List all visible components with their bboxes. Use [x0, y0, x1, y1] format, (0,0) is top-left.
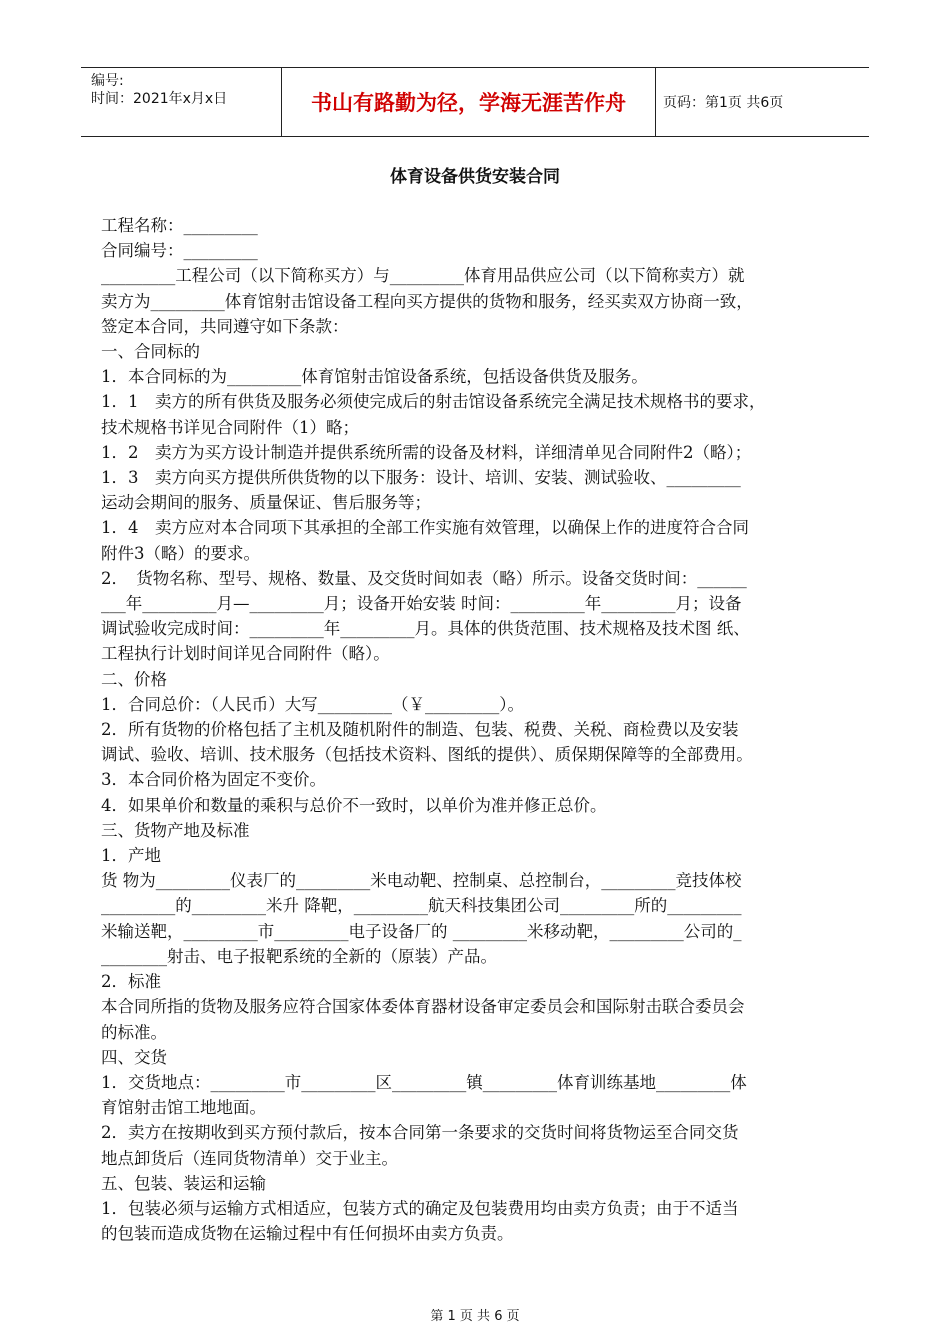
text-line: 工程执行计划时间详见合同附件（略）。: [101, 644, 390, 664]
text-line: ________射击、电子报靶系统的全新的（原装）产品。: [101, 946, 497, 966]
text-line: 的包装而造成货物在运输过程中有任何损坏由卖方负责。: [101, 1224, 514, 1244]
text-line: 1．1 卖方的所有供货及服务必须使完成后的射击馆设备系统完全满足技术规格书的要求，: [101, 392, 766, 412]
text-line: 1．合同总价：（人民币）大写_________（￥_________）。: [101, 694, 524, 714]
text-line: 技术规格书详见合同附件（1）略；: [101, 417, 359, 437]
text-line: 调试、验收、培训、技术服务（包括技术资料、图纸的提供）、质保期保障等的全部费用。: [101, 745, 753, 765]
text-line: 1．包装必须与运输方式相适应，包装方式的确定及包装费用均由卖方负责；由于不适当: [101, 1198, 739, 1218]
text-line: _________工程公司（以下简称买方）与_________体育用品供应公司（以下简称卖方）就: [101, 266, 745, 286]
contract-body: [101, 213, 851, 1246]
header-meta: [81, 68, 281, 136]
text-line: 一、合同标的: [101, 342, 200, 362]
text-line: 运动会期间的服务、质量保证、售后服务等；: [101, 493, 431, 513]
text-line: 3．本合同价格为固定不变价。: [101, 770, 326, 790]
text-line: 卖方为_________体育馆射击馆设备工程向买方提供的货物和服务，经买卖双方协商一致，: [101, 291, 753, 311]
text-line: 三、货物产地及标准: [101, 820, 250, 840]
text-line: 本合同所指的货物及服务应符合国家体委体育器材设备审定委员会和国际射击联合委员会: [101, 997, 745, 1017]
text-line: 2．卖方在按期收到买方预付款后，按本合同第一条要求的交货时间将货物运至合同交货: [101, 1123, 739, 1143]
text-line: 工程名称：_________: [101, 216, 258, 235]
header-page-info: 页码：第1页 共6页: [663, 95, 784, 111]
text-line: 2．标准: [101, 972, 161, 992]
page-footer: 第 1 页 共 6 页: [430, 1309, 520, 1324]
text-line: 1．4 卖方应对本合同项下其承担的全部工作实施有效管理，以确保上作的进度符合合同: [101, 518, 749, 538]
text-line: 育馆射击馆工地地面。: [101, 1098, 266, 1118]
text-line: 调试验收完成时间：_________年_________月。具体的供货范围、技术规格及技术图 纸、: [101, 619, 750, 639]
text-line: 合同编号：_________: [101, 241, 258, 261]
text-line: 1．3 卖方向买方提供所供货物的以下服务：设计、培训、安装、测试验收、_________: [101, 468, 741, 488]
text-line: 签定本合同，共同遵守如下条款：: [101, 316, 349, 336]
header-motto: 书山有路勤为径，学海无涯苦作舟: [311, 91, 626, 115]
text-line: 1．交货地点：_________市_________区_________镇_________体育训练基地_________体: [101, 1072, 747, 1092]
text-line: 的标准。: [101, 1022, 167, 1042]
text-line: 地点卸货后（连同货物清单）交于业主。: [101, 1148, 398, 1168]
document-title: 体育设备供货安装合同: [390, 167, 560, 187]
text-line: 四、交货: [101, 1047, 167, 1067]
document-date: 时间：2021年x月x日: [91, 91, 228, 107]
text-line: 货 物为_________仪表厂的_________米电动靶、控制桌、总控制台，_________竞技体校: [101, 871, 742, 891]
document-number-label: 编号:: [91, 73, 124, 89]
text-line: 五、包装、装运和运输: [101, 1173, 266, 1193]
text-line: 4．如果单价和数量的乘积与总价不一致时，以单价为准并修正总价。: [101, 795, 607, 815]
text-line: 1．本合同标的为_________体育馆射击馆设备系统，包括设备供货及服务。: [101, 367, 648, 387]
text-line: 1．2 卖方为买方设计制造并提供系统所需的设备及材料，详细清单见合同附件2（略）；: [101, 442, 752, 462]
text-line: 米输送靶，_________市_________电子设备厂的 _________米移动靶，_________公司的_: [101, 921, 742, 941]
text-line: _________的_________米升 降靶，_________航天科技集团公司_________所的_________: [101, 896, 742, 916]
text-line: 2． 货物名称、型号、规格、数量、及交货时间如表（略）所示。设备交货时间：______: [101, 568, 747, 588]
text-line: ___年_________月—_________月；设备开始安装 时间：_________年_________月；设备: [101, 594, 742, 614]
text-line: 2．所有货物的价格包括了主机及随机附件的制造、包装、税费、关税、商检费以及安装: [101, 720, 739, 740]
header-divider: [655, 68, 656, 136]
page-header: [81, 67, 869, 137]
text-line: 1．产地: [101, 846, 161, 866]
text-line: 二、价格: [101, 669, 167, 689]
text-line: 附件3（略）的要求。: [101, 543, 260, 563]
